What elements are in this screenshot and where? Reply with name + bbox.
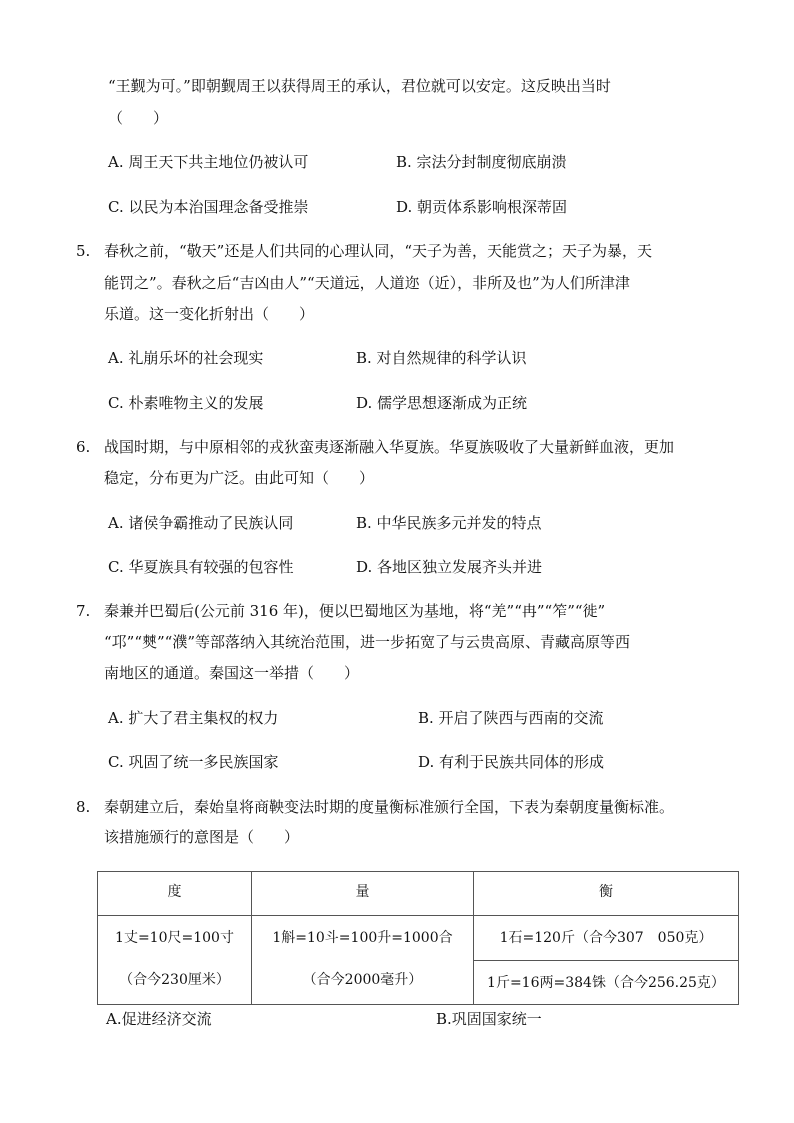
table-cell-du bbox=[98, 916, 252, 1005]
q5-option-b: B. 对自然规律的科学认识 bbox=[356, 349, 527, 367]
q4-option-b: B. 宗法分封制度彻底崩溃 bbox=[396, 153, 567, 171]
q5-option-a: A. 礼崩乐坏的社会现实 bbox=[108, 349, 264, 367]
liang-modern: （合今2000毫升） bbox=[302, 972, 423, 988]
liang-standard: 1斛=10斗=100升=1000合 bbox=[272, 930, 453, 946]
q7-option-c: C. 巩固了统一多民族国家 bbox=[108, 753, 279, 771]
q5-stem-line2: 能罚之”。春秋之后“吉凶由人”“天道远，人道迩（近），非所及也”为人们所津津 bbox=[104, 274, 630, 292]
q5-option-c: C. 朴素唯物主义的发展 bbox=[108, 394, 264, 412]
q4-option-a: A. 周王天下共主地位仍被认可 bbox=[108, 153, 309, 171]
table-cell-liang bbox=[252, 916, 474, 1005]
q7-option-a: A. 扩大了君主集权的权力 bbox=[108, 709, 279, 727]
q4-stem-line1: “王觐为可。”即朝觐周王以获得周王的承认，君位就可以安定。这反映出当时 bbox=[108, 77, 611, 95]
table-header-du: 度 bbox=[98, 872, 252, 916]
q6-option-d: D. 各地区独立发展齐头并进 bbox=[356, 558, 543, 576]
q6-number: 6. bbox=[76, 438, 91, 456]
q8-stem-line1: 秦朝建立后，秦始皇将商鞅变法时期的度量衡标准颁行全国，下表为秦朝度量衡标准。 bbox=[104, 798, 675, 816]
du-standard: 1丈=10尺=100寸 bbox=[115, 930, 234, 946]
q4-stem-line2: （ ） bbox=[108, 109, 169, 127]
q7-number: 7. bbox=[76, 602, 91, 620]
q7-stem-line2: “邛”“僰”“濮”等部落纳入其统治范围，进一步拓宽了与云贵高原、青藏高原等西 bbox=[104, 633, 631, 651]
q7-option-b: B. 开启了陕西与西南的交流 bbox=[418, 709, 604, 727]
q6-stem-line2: 稳定，分布更为广泛。由此可知（ ） bbox=[104, 469, 375, 487]
table-cell-heng-1: 1石=120斤（合今307 050克） bbox=[474, 916, 739, 961]
q6-option-a: A. 诸侯争霸推动了民族认同 bbox=[108, 514, 294, 532]
q8-option-b: B.巩固国家统一 bbox=[436, 1010, 542, 1028]
q5-stem-line3: 乐道。这一变化折射出（ ） bbox=[104, 305, 315, 323]
q6-stem-line1: 战国时期，与中原相邻的戎狄蛮夷逐渐融入华夏族。华夏族吸收了大量新鲜血液，更加 bbox=[104, 438, 675, 456]
q5-option-d: D. 儒学思想逐渐成为正统 bbox=[356, 394, 528, 412]
q8-option-a: A.促进经济交流 bbox=[106, 1010, 212, 1028]
table-header-liang: 量 bbox=[252, 872, 474, 916]
q5-number: 5. bbox=[76, 242, 91, 260]
q7-stem-line3: 南地区的通道。秦国这一举措（ ） bbox=[104, 664, 360, 682]
q7-stem-line1: 秦兼并巴蜀后(公元前 316 年)，便以巴蜀地区为基地，将“羌”“冉”“笮”“徙” bbox=[104, 602, 606, 620]
q6-option-c: C. 华夏族具有较强的包容性 bbox=[108, 558, 294, 576]
q8-number: 8. bbox=[76, 798, 91, 816]
du-modern: （合今230厘米） bbox=[119, 972, 230, 988]
q8-stem-line2: 该措施颁行的意图是（ ） bbox=[104, 828, 300, 846]
q4-option-d: D. 朝贡体系影响根深蒂固 bbox=[396, 198, 568, 216]
q7-option-d: D. 有利于民族共同体的形成 bbox=[418, 753, 605, 771]
q4-option-c: C. 以民为本治国理念备受推崇 bbox=[108, 198, 309, 216]
table-cell-heng-2: 1斤=16两=384铢（合今256.25克） bbox=[474, 961, 739, 1005]
q6-option-b: B. 中华民族多元并发的特点 bbox=[356, 514, 542, 532]
table-header-heng: 衡 bbox=[474, 872, 739, 916]
q5-stem-line1: 春秋之前，“敬天”还是人们共同的心理认同，“天子为善，天能赏之；天子为暴，天 bbox=[104, 242, 653, 260]
measurement-standards-table bbox=[97, 871, 739, 1005]
